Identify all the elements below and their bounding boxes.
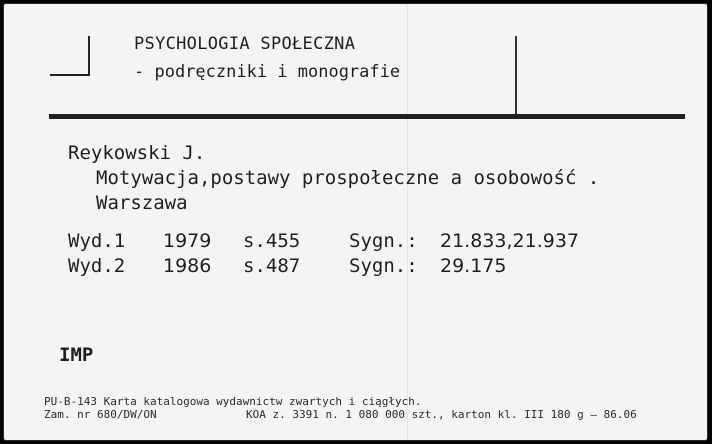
edition-year: 1979 [163,230,212,252]
signature-label: Sygn.: [349,230,418,252]
header-rule [49,114,685,119]
signature-label: Sygn.: [349,255,418,277]
publication-place: Warszawa [96,192,188,214]
stamp-imp: IMP [59,344,94,366]
edition-pages: s.455 [243,230,301,252]
header-divider [515,36,517,114]
book-title: Motywacja,postawy prospołeczne a osobowość . [96,167,600,189]
edition-pages: s.487 [243,255,301,277]
author: Reykowski J. [68,142,206,164]
edition-label: Wyd.1 [68,230,126,252]
footer-print-run: KOA z. 3391 n. 1 080 000 szt., karton kl. III 180 g — 86.06 [246,408,637,421]
footer-print-info [44,408,637,421]
edition-year: 1986 [163,255,212,277]
subject-subheading: - podręczniki i monografie [134,62,401,82]
signature-number: 21.833,21.937 [440,230,580,252]
subject-heading: PSYCHOLOGIA SPOŁECZNA [134,34,356,54]
header-bracket [50,36,90,76]
edition-label: Wyd.2 [68,255,126,277]
signature-number: 29.175 [440,255,507,277]
footer-form-info: PU-B-143 Karta katalogowa wydawnictw zwartych i ciągłych. [44,395,422,408]
catalog-card [3,3,708,441]
footer-order-number: Zam. nr 680/DW/ON [44,408,157,421]
fold-line [407,4,408,440]
